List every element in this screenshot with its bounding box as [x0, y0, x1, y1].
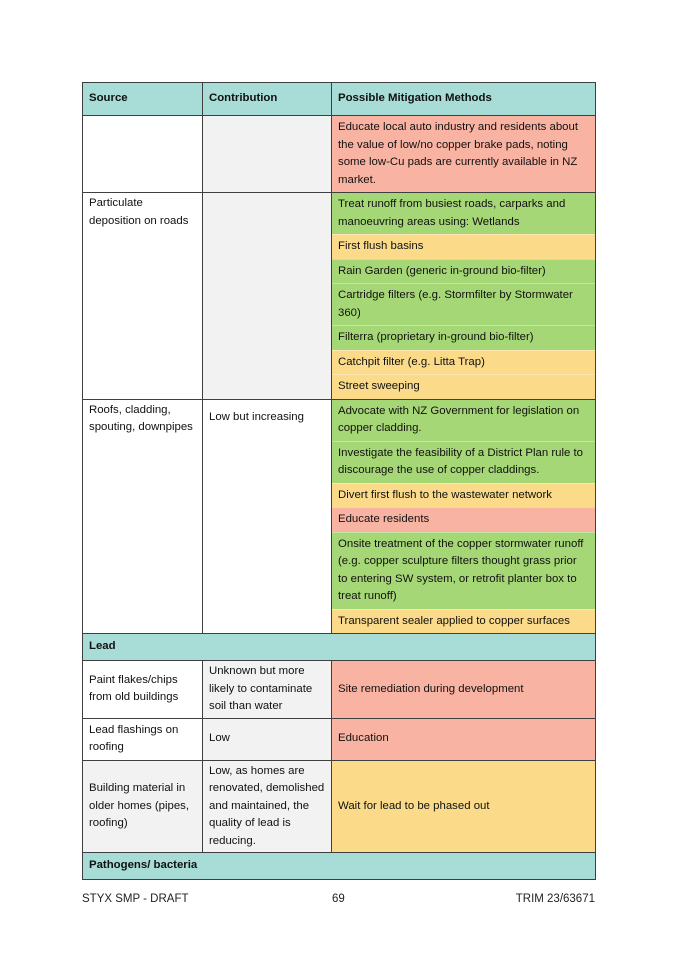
table-row: [83, 116, 596, 193]
mitigation-item: Cartridge filters (e.g. Stormfilter by Stormwater 360): [332, 283, 595, 325]
source-cell: [83, 116, 203, 193]
footer-left: STYX SMP - DRAFT: [82, 893, 189, 905]
section-title: Lead: [83, 634, 596, 661]
mitigation-item: Filterra (proprietary in-ground bio-filter): [332, 325, 595, 350]
contribution-cell: Low, as homes are renovated, demolished and maintained, the quality of lead is reducing.: [203, 760, 332, 853]
contribution-cell: Low: [203, 718, 332, 760]
mitigation-item: Investigate the feasibility of a District Plan rule to discourage the use of copper claddings.: [332, 441, 595, 483]
table-row: [83, 193, 596, 400]
mitigation-item: First flush basins: [332, 234, 595, 259]
mitigation-item: Catchpit filter (e.g. Litta Trap): [332, 350, 595, 375]
contribution-cell: [203, 399, 332, 634]
page-number: 69: [332, 893, 345, 905]
mitigation-item: Advocate with NZ Government for legislation on copper cladding.: [332, 400, 595, 441]
mitigation-item: Treat runoff from busiest roads, carparks and manoeuvring areas using: Wetlands: [332, 193, 595, 234]
mitigation-item: Educate local auto industry and residents about the value of low/no copper brake pads, noting some low-Cu pads are currently available in NZ market.: [332, 116, 595, 192]
section-row-lead: [83, 634, 596, 661]
section-title: Pathogens/ bacteria: [83, 853, 596, 880]
source-cell: Lead flashings on roofing: [83, 718, 203, 760]
footer-right: TRIM 23/63671: [515, 893, 595, 905]
header-source: Source: [83, 83, 203, 116]
contribution-cell: Unknown but more likely to contaminate soil than water: [203, 661, 332, 719]
mitigation-cell: Site remediation during development: [332, 661, 596, 719]
mitigation-item: Onsite treatment of the copper stormwater runoff (e.g. copper sculpture filters thought grass prior to entering SW system, or retrofit planter box to treat runoff): [332, 532, 595, 609]
contribution-cell: [203, 116, 332, 193]
source-cell: Building material in older homes (pipes, roofing): [83, 760, 203, 853]
table-row: [83, 661, 596, 719]
table-row: [83, 760, 596, 853]
contribution-text: Low but increasing: [209, 410, 304, 423]
section-row-pathogens: [83, 853, 596, 880]
mitigation-item: Rain Garden (generic in-ground bio-filter): [332, 259, 595, 284]
source-cell: Particulate deposition on roads: [83, 193, 203, 400]
source-cell: Roofs, cladding, spouting, downpipes: [83, 399, 203, 634]
mitigation-cell: Education: [332, 718, 596, 760]
mitigation-item: Divert first flush to the wastewater network: [332, 483, 595, 508]
mitigation-cell: [332, 116, 596, 193]
mitigation-cell: Wait for lead to be phased out: [332, 760, 596, 853]
table-header-row: [83, 83, 596, 116]
mitigation-item: Transparent sealer applied to copper surfaces: [332, 609, 595, 634]
mitigation-item: Educate residents: [332, 507, 595, 532]
header-contribution: Contribution: [203, 83, 332, 116]
mitigation-cell: [332, 193, 596, 400]
contribution-cell: [203, 193, 332, 400]
table-row: [83, 399, 596, 634]
mitigation-item: Street sweeping: [332, 374, 595, 399]
mitigation-table: [82, 82, 596, 880]
header-mitigation: Possible Mitigation Methods: [332, 83, 596, 116]
mitigation-cell: [332, 399, 596, 634]
source-cell: Paint flakes/chips from old buildings: [83, 661, 203, 719]
table-row: [83, 718, 596, 760]
